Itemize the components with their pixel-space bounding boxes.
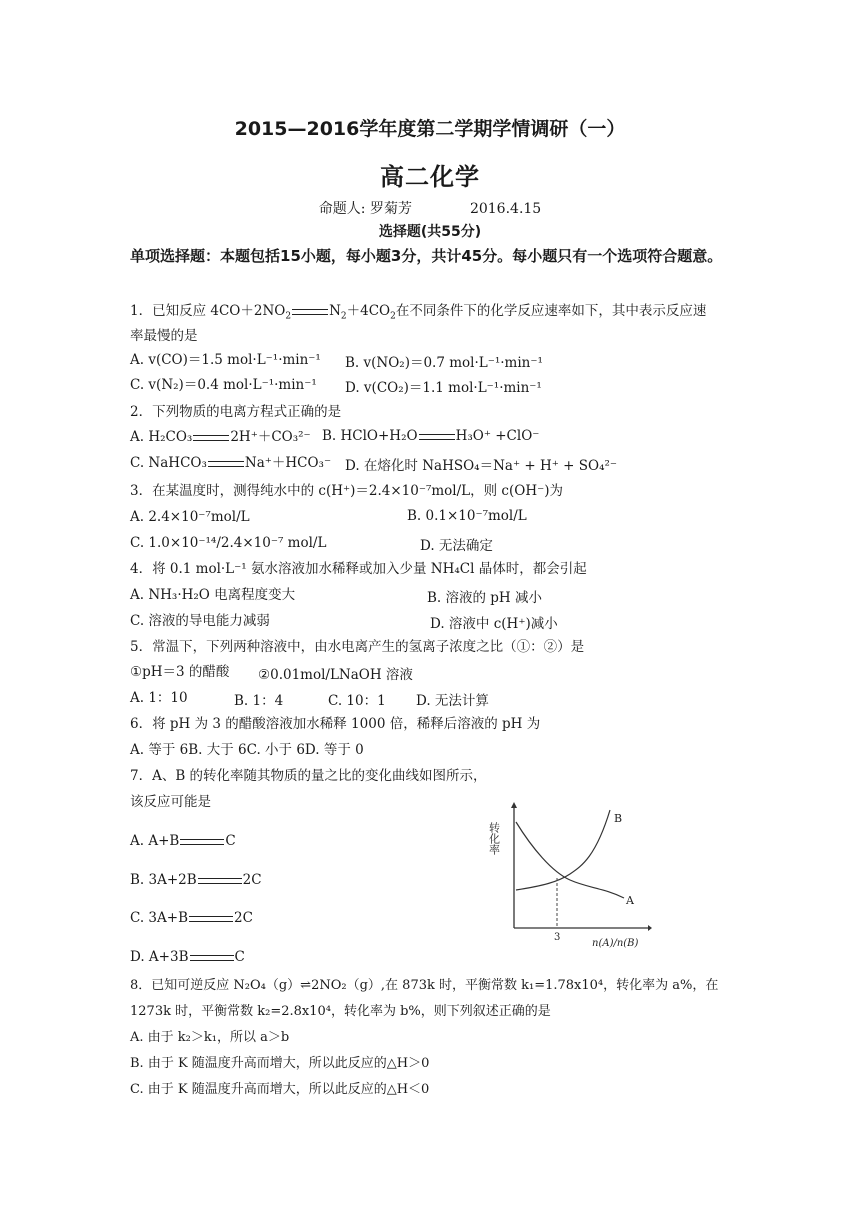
graph-tick-3: 3 — [554, 932, 561, 943]
q7-stem-line2: 该反应可能是 — [130, 794, 211, 810]
q7-stem: 7．A、B 的转化率随其物质的量之比的变化曲线如图所示， — [130, 768, 487, 784]
q5-solution-1: ①pH＝3 的醋酸 — [130, 664, 230, 680]
equilibrium-arrow-icon — [189, 914, 233, 924]
q4-option-b: B. 溶液的 pH 减小 — [427, 590, 543, 606]
q4-option-c: C. 溶液的导电能力减弱 — [130, 613, 270, 629]
q3-option-b: B. 0.1×10⁻⁷mol/L — [407, 508, 527, 524]
author: 命题人: 罗菊芳 — [318, 201, 412, 217]
q5-option-b: B. 1：4 — [234, 693, 284, 709]
q2-option-a: A. H₂CO₃ 2H⁺＋CO₃²⁻ — [130, 429, 311, 445]
q1-stem: 1．已知反应 $4CO+2NO_2$ $N_2+4CO_2$在不同条件下的化学反应速率如下，其中表示反应速 — [130, 303, 707, 322]
exam-title: 2015—2016学年度第二学期学情调研（一） — [234, 118, 626, 140]
q6-options: A. 等于 6B. 大于 6C. 小于 6D. 等于 0 — [130, 742, 364, 758]
q7-option-c: C. 3A+B 2C — [130, 910, 253, 926]
x-axis-arrow-icon — [648, 925, 652, 931]
q8-option-a: A. 由于 k₂＞k₁，所以 a＞b — [130, 1030, 290, 1045]
q3-stem: 3．在某温度时，测得纯水中的 c(H⁺)＝2.4×10⁻⁷mol/L，则 c(OH⁻)为 — [130, 483, 563, 499]
q2-option-b: B. HClO+H₂O H₃O⁺ +ClO⁻ — [322, 428, 540, 444]
q3-option-c: C. 1.0×10⁻¹⁴/2.4×10⁻⁷ mol/L — [130, 535, 327, 551]
q1-option-a: A. v(CO)＝1.5 mol·L⁻¹·min⁻¹ — [130, 352, 321, 368]
equilibrium-arrow-icon — [193, 433, 229, 443]
q4-stem: 4．将 0.1 mol·L⁻¹ 氨水溶液加水稀释或加入少量 NH₄Cl 晶体时，都会引起 — [130, 561, 587, 577]
section-title: 选择题(共55分) — [378, 224, 482, 240]
equilibrium-arrow-icon — [180, 837, 224, 847]
q1-option-c: C. v(N₂)＝0.4 mol·L⁻¹·min⁻¹ — [130, 377, 317, 393]
equilibrium-arrow-icon — [190, 953, 234, 963]
equilibrium-arrow-icon — [292, 307, 328, 317]
subject-title: 高二化学 — [380, 163, 480, 191]
graph-ylabel: 转化率 — [487, 822, 501, 855]
instructions: 单项选择题：本题包括15小题，每小题3分，共计45分。每小题只有一个选项符合题意。 — [130, 247, 723, 265]
exam-meta — [0, 198, 860, 218]
equilibrium-arrow-icon — [419, 432, 455, 442]
q3-option-a: A. 2.4×10⁻⁷mol/L — [130, 509, 250, 525]
q4-option-d: D. 溶液中 c(H⁺)减小 — [430, 616, 558, 632]
exam-date: 2016.4.15 — [469, 201, 542, 217]
q1-option-b: B. v(NO₂)＝0.7 mol·L⁻¹·min⁻¹ — [345, 355, 543, 371]
curve-b-label: B — [614, 812, 623, 825]
y-axis-arrow-icon — [511, 802, 517, 808]
conversion-rate-graph — [487, 800, 652, 949]
q2-option-c: C. NaHCO₃ Na⁺＋HCO₃⁻ — [130, 455, 332, 471]
q5-option-d: D. 无法计算 — [416, 693, 489, 709]
q8-stem: 8．已知可逆反应 N₂O₄（g）⇌2NO₂（g）,在 873k 时，平衡常数 k₁=1.78x10⁴，转化率为 a%，在 — [130, 978, 719, 993]
q2-option-d: D. 在熔化时 NaHSO₄＝Na⁺ + H⁺ + SO₄²⁻ — [345, 458, 618, 474]
q4-option-a: A. NH₃·H₂O 电离程度变大 — [130, 587, 296, 603]
q7-option-a: A. A+B C — [130, 833, 236, 849]
equilibrium-arrow-icon — [198, 876, 242, 886]
q7-option-b: B. 3A+2B 2C — [130, 872, 262, 888]
q1-stem-line2: 率最慢的是 — [130, 328, 198, 344]
q8-option-b: B. 由于 K 随温度升高而增大，所以此反应的△H＞0 — [130, 1056, 430, 1071]
equilibrium-arrow-icon — [208, 459, 244, 469]
q6-stem: 6．将 pH 为 3 的醋酸溶液加水稀释 1000 倍，稀释后溶液的 pH 为 — [130, 716, 541, 732]
q5-option-c: C. 10：1 — [328, 693, 386, 709]
q5-option-a: A. 1：10 — [130, 690, 188, 706]
q7-option-d: D. A+3B C — [130, 949, 245, 965]
q8-option-c: C. 由于 K 随温度升高而增大，所以此反应的△H＜0 — [130, 1082, 430, 1097]
q2-stem: 2．下列物质的电离方程式正确的是 — [130, 404, 342, 420]
q1-option-d: D. v(CO₂)＝1.1 mol·L⁻¹·min⁻¹ — [345, 380, 542, 396]
q3-option-d: D. 无法确定 — [420, 538, 493, 554]
graph-xlabel: n(A)/n(B) — [592, 938, 639, 949]
curve-b — [516, 810, 610, 890]
q8-stem-line2: 1273k 时，平衡常数 k₂=2.8x10⁴，转化率为 b%，则下列叙述正确的是 — [130, 1004, 551, 1019]
curve-a-label: A — [626, 894, 634, 907]
q5-solution-2: ②0.01mol/LNaOH 溶液 — [258, 667, 413, 683]
curve-a — [516, 822, 624, 898]
q5-stem: 5．常温下，下列两种溶液中，由水电离产生的氢离子浓度之比（①：②）是 — [130, 639, 585, 655]
